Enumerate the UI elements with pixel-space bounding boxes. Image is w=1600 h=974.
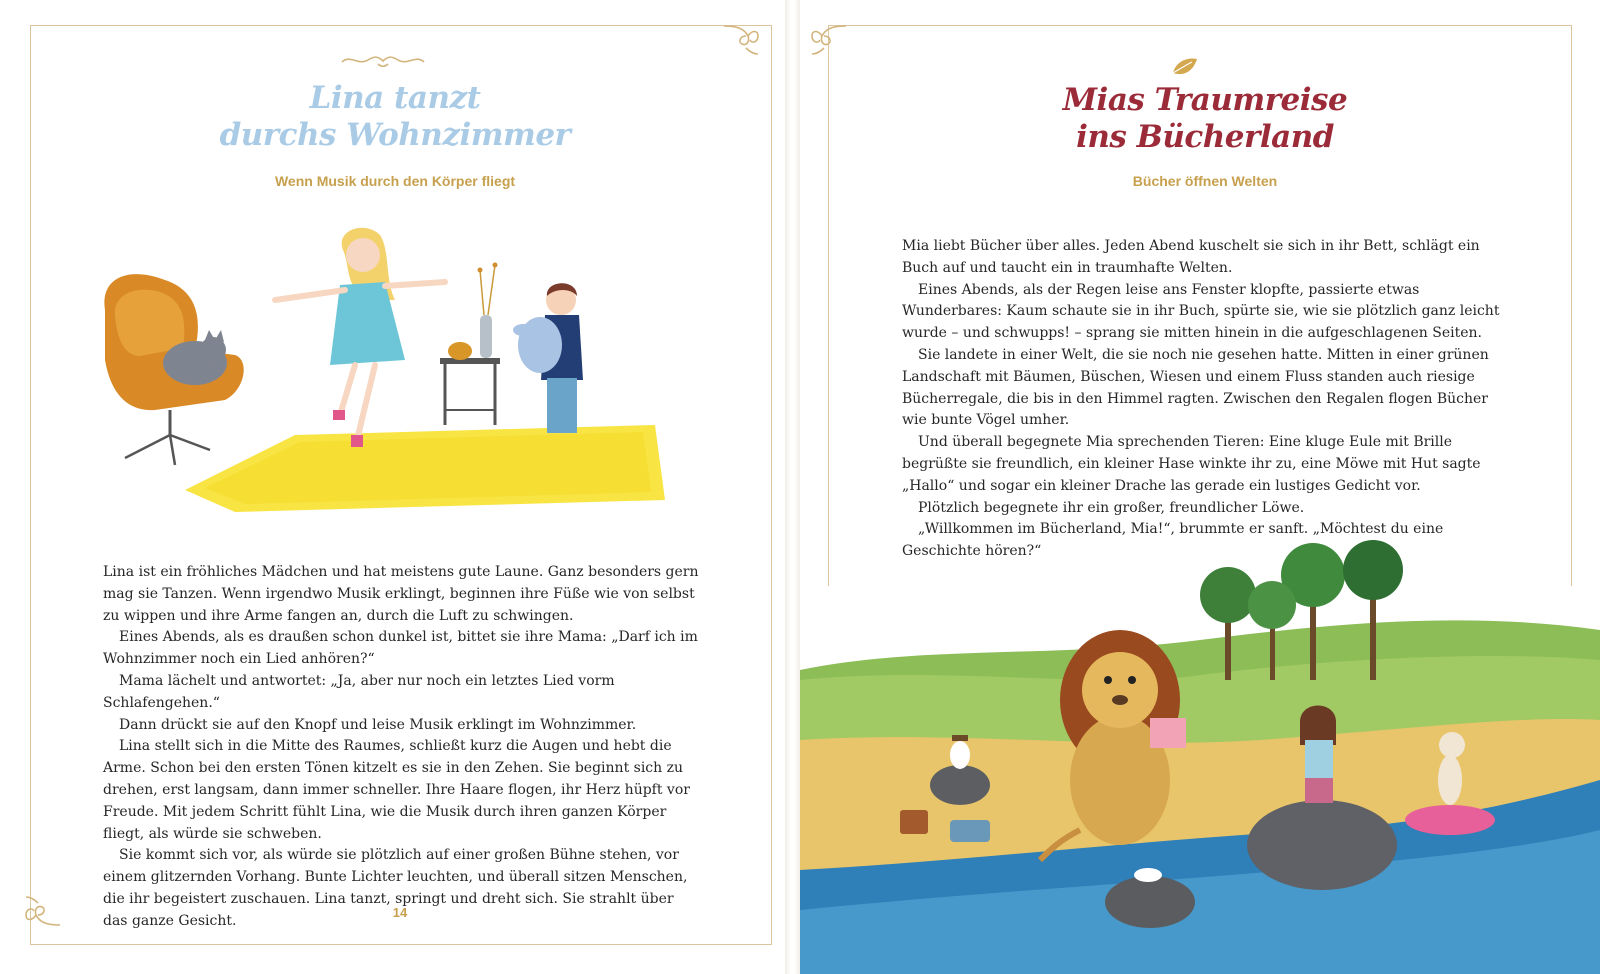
story-title-line-2: durchs Wohnzimmer bbox=[219, 116, 571, 153]
title-flourish-icon bbox=[338, 52, 428, 70]
paragraph: Und überall begegnete Mia sprechenden Tieren: Eine kluge Eule mit Brille begrüßte sie freundlich, ein kleiner Hase winkte ihr zu, eine Möwe mit Hut sagte „Hallo“ und sogar ein kleiner Drache las gerade ein lustiges Gedicht vor. bbox=[902, 434, 1481, 494]
dancing-girl-illustration bbox=[95, 220, 675, 520]
story-subtitle: Bücher öffnen Welten bbox=[1132, 173, 1278, 189]
paragraph: „Willkommen im Bücherland, Mia!“, brummte er sanft. „Möchtest du eine Geschichte hören?“ bbox=[902, 521, 1444, 560]
leaf-ornament-icon bbox=[1170, 55, 1200, 81]
paragraph: Dann drückt sie auf den Knopf und leise Musik erklingt im Wohnzimmer. bbox=[119, 716, 637, 733]
story-subtitle: Wenn Musik durch den Körper fliegt bbox=[274, 173, 516, 189]
corner-ornament-top-right-icon bbox=[722, 18, 762, 58]
right-page bbox=[800, 0, 1600, 974]
paragraph: Mia liebt Bücher über alles. Jeden Abend kuschelt sie sich in ihr Bett, schlägt ein Buch auf und taucht ein in traumhafte Welten. bbox=[902, 238, 1480, 276]
paragraph: Lina stellt sich in die Mitte des Raumes, schließt kurz die Augen und hebt die Arme. Schon bei den ersten Tönen kitzelt es sie in den Zehen. Sie beginnt sich zu drehen, erst langsam, dann immer schneller. Ihre Haare flogen, ihr Herz hüpft vor Freude. Mit jedem Schritt fühlt Lina, wie die Musik durch ihren ganzen Körper fliegt, als würde sie schweben. bbox=[103, 738, 690, 842]
paragraph: Eines Abends, als der Regen leise ans Fenster klopfte, passierte etwas Wunderbares: Kaum schaute sie in ihr Buch, spürte sie, wie sie plötzlich ganz leicht wurde – und schwupps! – sprang sie mitten hinein in die aufgeschlagenen Seiten. bbox=[902, 281, 1500, 342]
story-body bbox=[103, 562, 701, 933]
story-title bbox=[1020, 82, 1390, 155]
corner-ornament-top-left-icon bbox=[808, 18, 848, 58]
story-title-line-1: Lina tanzt bbox=[309, 80, 481, 116]
story-title-line-1: Mias Traumreise bbox=[1062, 82, 1348, 118]
story-title bbox=[180, 80, 610, 153]
paragraph: Sie kommt sich vor, als würde sie plötzlich auf einer großen Bühne stehen, vor einem glitzernden Vorhang. Bunte Lichter leuchten, und überall sitzen Menschen, die ihr begeistert zuschauen. Lina tanzt, springt und dreht sich. Sie strahlt über das ganze Gesicht. bbox=[103, 847, 688, 929]
paragraph: Mama lächelt und antwortet: „Ja, aber nur noch ein letztes Lied vorm Schlafengehen.“ bbox=[103, 672, 615, 711]
book-gutter bbox=[785, 0, 800, 974]
paragraph: Eines Abends, als es draußen schon dunkel ist, bittet sie ihre Mama: „Darf ich im Wohnzimmer noch ein Lied anhören?“ bbox=[103, 629, 698, 668]
page-number: 14 bbox=[392, 905, 408, 920]
lion-river-illustration bbox=[800, 540, 1600, 974]
left-page bbox=[0, 0, 785, 974]
paragraph: Lina ist ein fröhliches Mädchen und hat meistens gute Laune. Ganz besonders gern mag sie Tanzen. Wenn irgendwo Musik erklingt, beginnen ihre Füße wie von selbst zu wippen und ihre Arme fangen an, durch die Luft zu schwingen. bbox=[103, 564, 699, 624]
paragraph: Plötzlich begegnete ihr ein großer, freundlicher Löwe. bbox=[918, 499, 1305, 516]
corner-ornament-bottom-left-icon bbox=[22, 893, 62, 933]
story-body bbox=[902, 236, 1502, 563]
story-title-line-2: ins Bücherland bbox=[1076, 118, 1334, 155]
paragraph: Sie landete in einer Welt, die sie noch nie gesehen hatte. Mitten in einer grünen Landschaft mit Bäumen, Büschen, Wiesen und einem Fluss standen auch riesige Bücherregale, die bis in den Himmel ragten. Zwischen den Regalen flogen Bücher wie bunte Vögel umher. bbox=[902, 346, 1489, 429]
